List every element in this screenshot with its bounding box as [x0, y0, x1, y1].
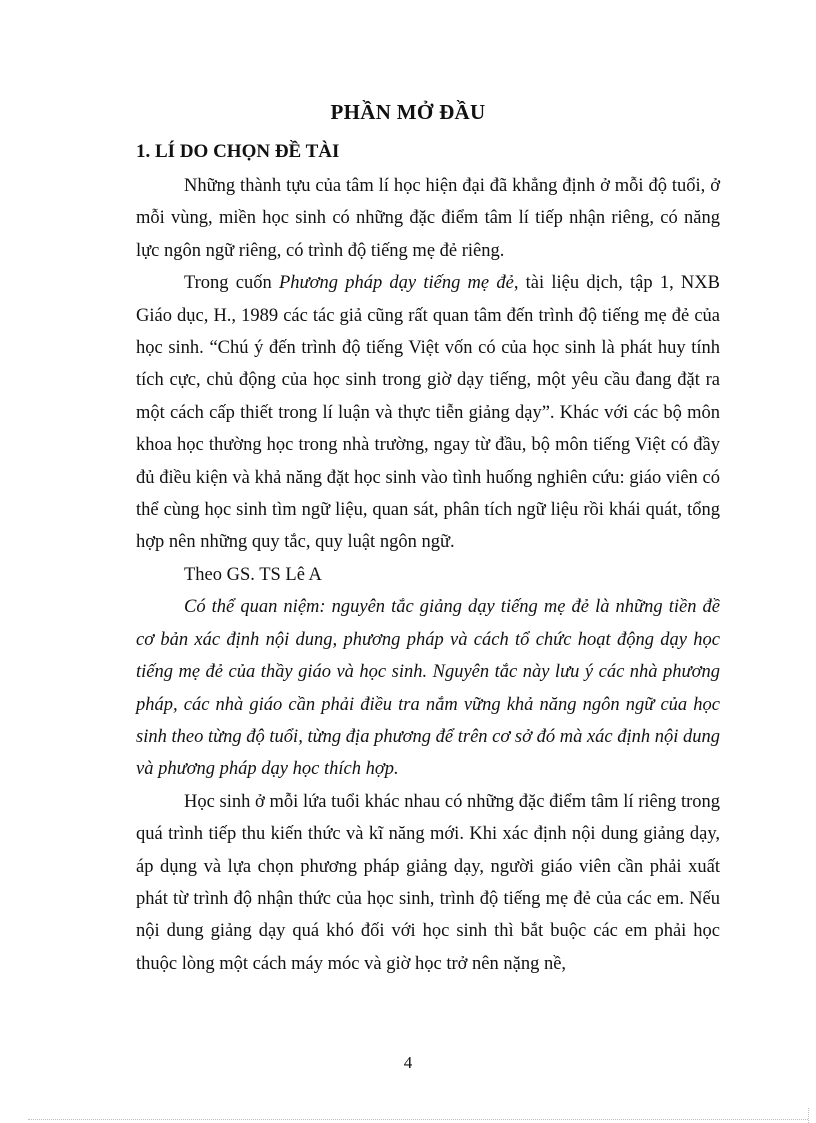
page-bottom-rule — [28, 1119, 808, 1120]
paragraph-2-rest: , tài liệu dịch, tập 1, NXB Giáo dục, H., 1989 các tác giả cũng rất quan tâm đến trình độ tiếng mẹ đẻ của học sinh. “Chú ý đến trình độ tiếng Việt vốn có của học sinh là phát huy tính tích cực, chủ động của học sinh trong giờ dạy tiếng, một yêu cầu đang đặt ra một cách cấp thiết trong lí luận và thực tiễn giảng dạy”. Khác với các bộ môn khoa học thường học trong nhà trường, ngay từ đầu, bộ môn tiếng Việt có đầy đủ điều kiện và khả năng đặt học sinh vào tình huống nghiên cứu: giáo viên có thể cùng học sinh tìm ngữ liệu, quan sát, phân tích ngữ liệu rồi khái quát, tổng hợp nên những quy tắc, quy luật ngôn ngữ. — [136, 273, 720, 553]
page-number: 4 — [403, 1053, 413, 1072]
page-corner-mark — [808, 1108, 810, 1123]
quote-attribution: Theo GS. TS Lê A — [184, 564, 322, 585]
paragraph-5: Học sinh ở mỗi lứa tuổi khác nhau có những đặc điểm tâm lí riêng trong quá trình tiếp thu kiến thức và kĩ năng mới. Khi xác định nội dung giảng dạy, áp dụng và lựa chọn phương pháp giảng dạy, người giáo viên cần phải xuất phát từ trình độ nhận thức của học sinh, trình độ tiếng mẹ đẻ của các em. Nếu nội dung giảng dạy quá khó đối với học sinh thì bắt buộc các em phải học thuộc lòng một cách máy móc và giờ học trở nên nặng nề, — [136, 791, 720, 974]
paragraph-1: Những thành tựu của tâm lí học hiện đại đã khẳng định ở mỗi độ tuổi, ở mỗi vùng, miền học sinh có những đặc điểm tâm lí tiếp nhận riêng, có năng lực ngôn ngữ riêng, có trình độ tiếng mẹ đẻ riêng. — [136, 176, 720, 261]
quote-paragraph: Có thể quan niệm: nguyên tắc giảng dạy tiếng mẹ đẻ là những tiền đề cơ bản xác định nội dung, phương pháp và cách tổ chức hoạt động dạy học tiếng mẹ đẻ của thầy giáo và học sinh. Nguyên tắc này lưu ý các nhà phương pháp, các nhà giáo cần phải điều tra nắm vững khả năng ngôn ngữ của học sinh theo từng độ tuổi, từng địa phương để trên cơ sở đó mà xác định nội dung và phương pháp dạy học thích hợp. — [136, 597, 721, 780]
document-body — [136, 170, 720, 980]
paragraph-2-lead: Trong cuốn — [184, 273, 279, 294]
page-title: PHẦN MỞ ĐẦU — [330, 100, 486, 124]
book-title: Phương pháp dạy tiếng mẹ đẻ — [278, 273, 514, 294]
paragraph-2 — [136, 267, 720, 559]
section-heading: 1. LÍ DO CHỌN ĐỀ TÀI — [136, 141, 340, 162]
